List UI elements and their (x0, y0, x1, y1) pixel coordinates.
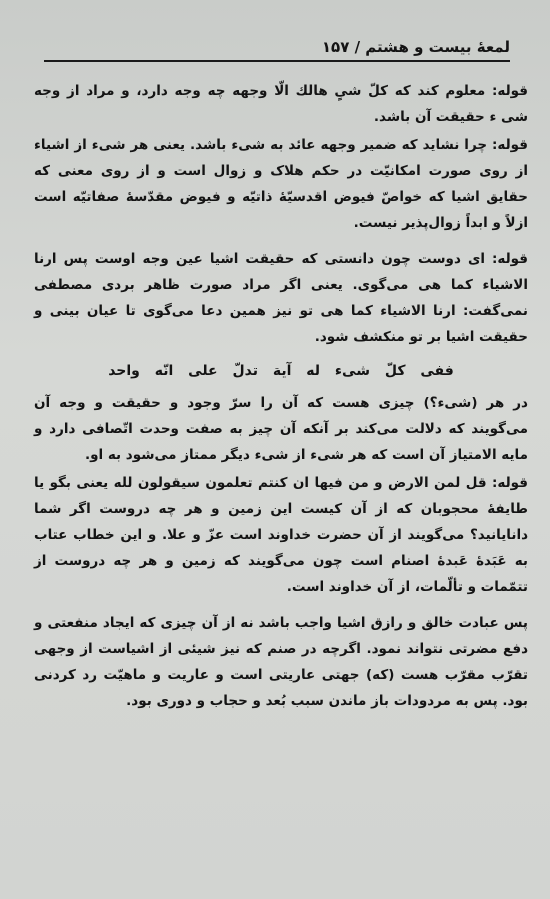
paragraph-lead: قوله: (492, 475, 528, 491)
paragraph-text: قل لمن الارض و من فیها ان کنتم تعلمون سیقولون لله یعنی بگو یا طایفهٔ محجوبان که از آن کیست این زمین و هر چه دروست اگر شما دانایانید؟ می‌گویند از آن حضرت خداوند است عزّ و علا. و این خطاب عتاب به عَبَدهٔ عَبدهٔ اصنام است چون می‌گویند که زمین و هر چه دروست از تتمّمات و تألّمات، از آن خداوند است. (34, 475, 528, 595)
paragraph-text: چرا نشاید که ضمیر وجهه عائد به شیء باشد. یعنی هر شیء از اشیاء از روی صورت امکانیّت در حکم هلاک و زوال است و از روی معنی که حقایق اشیا که خواصّ فیوض اقدسیّهٔ ذاتیّه و فیوض مقدّسهٔ صفاتیّه است ازلاً و ابداً زوال‌پذیر نیست. (34, 137, 528, 231)
paragraph-text: معلوم کند که کلّ شیٍ هالك الّا وجهه چه وجه دارد، و مراد از وجه شی ء حقیقت آن باشد. (34, 83, 528, 125)
running-head: لمعهٔ بیست و هشتم / ۱۵۷ (321, 38, 510, 56)
verse-line: ففی کلّ شیء له آیة تدلّ علی انّه واحد (108, 363, 454, 379)
paragraph-text: پس عبادت خالق و رازق اشیا واجب باشد نه از آن چیزی که ایجاد منفعتی و دفع مضرتی نتواند نمود. اگرچه در صنم که نیز شیئی از اشیاست از وجهی تقرّب مقرّب هست (که) جهتی عاریتی است و عاریت و ماهیّت رد کردنی بود. پس به مردودات باز ماندن سبب بُعد و حجاب و دوری بود. (34, 615, 528, 709)
page-body (34, 78, 528, 716)
paragraph (34, 246, 528, 350)
paragraph-lead: قوله: (492, 251, 528, 267)
paragraph-lead: قوله: (492, 137, 528, 153)
paragraph (34, 470, 528, 600)
paragraph-lead: قوله: (492, 83, 528, 99)
page-header (44, 30, 510, 62)
paragraph (34, 132, 528, 236)
paragraph-text: ای دوست چون دانستی که حقیقت اشیا عین وجه اوست پس ارنا الاشیاء کما هی می‌گوی. یعنی اگر مراد صورت ظاهر بردی مصطفی نمی‌گفت: ارنا الاشیاء کما هی تو نیز همین دعا می‌گوی تا عیان بینی و حقیقت اشیا بر تو منکشف شود. (34, 251, 528, 345)
paragraph (34, 610, 528, 714)
paragraph-text: در هر (شیء؟) چیزی هست که آن را سرّ وجود و حقیقت و وجه آن می‌گویند که دلالت می‌کند بر آنکه آن چیز به صفت وحدت اتّصافی دارد و مایه الامتیاز آن است که هر شیء از شیء دیگر ممتاز می‌شود به او. (34, 395, 528, 463)
paragraph (34, 390, 528, 468)
paragraph (34, 78, 528, 130)
